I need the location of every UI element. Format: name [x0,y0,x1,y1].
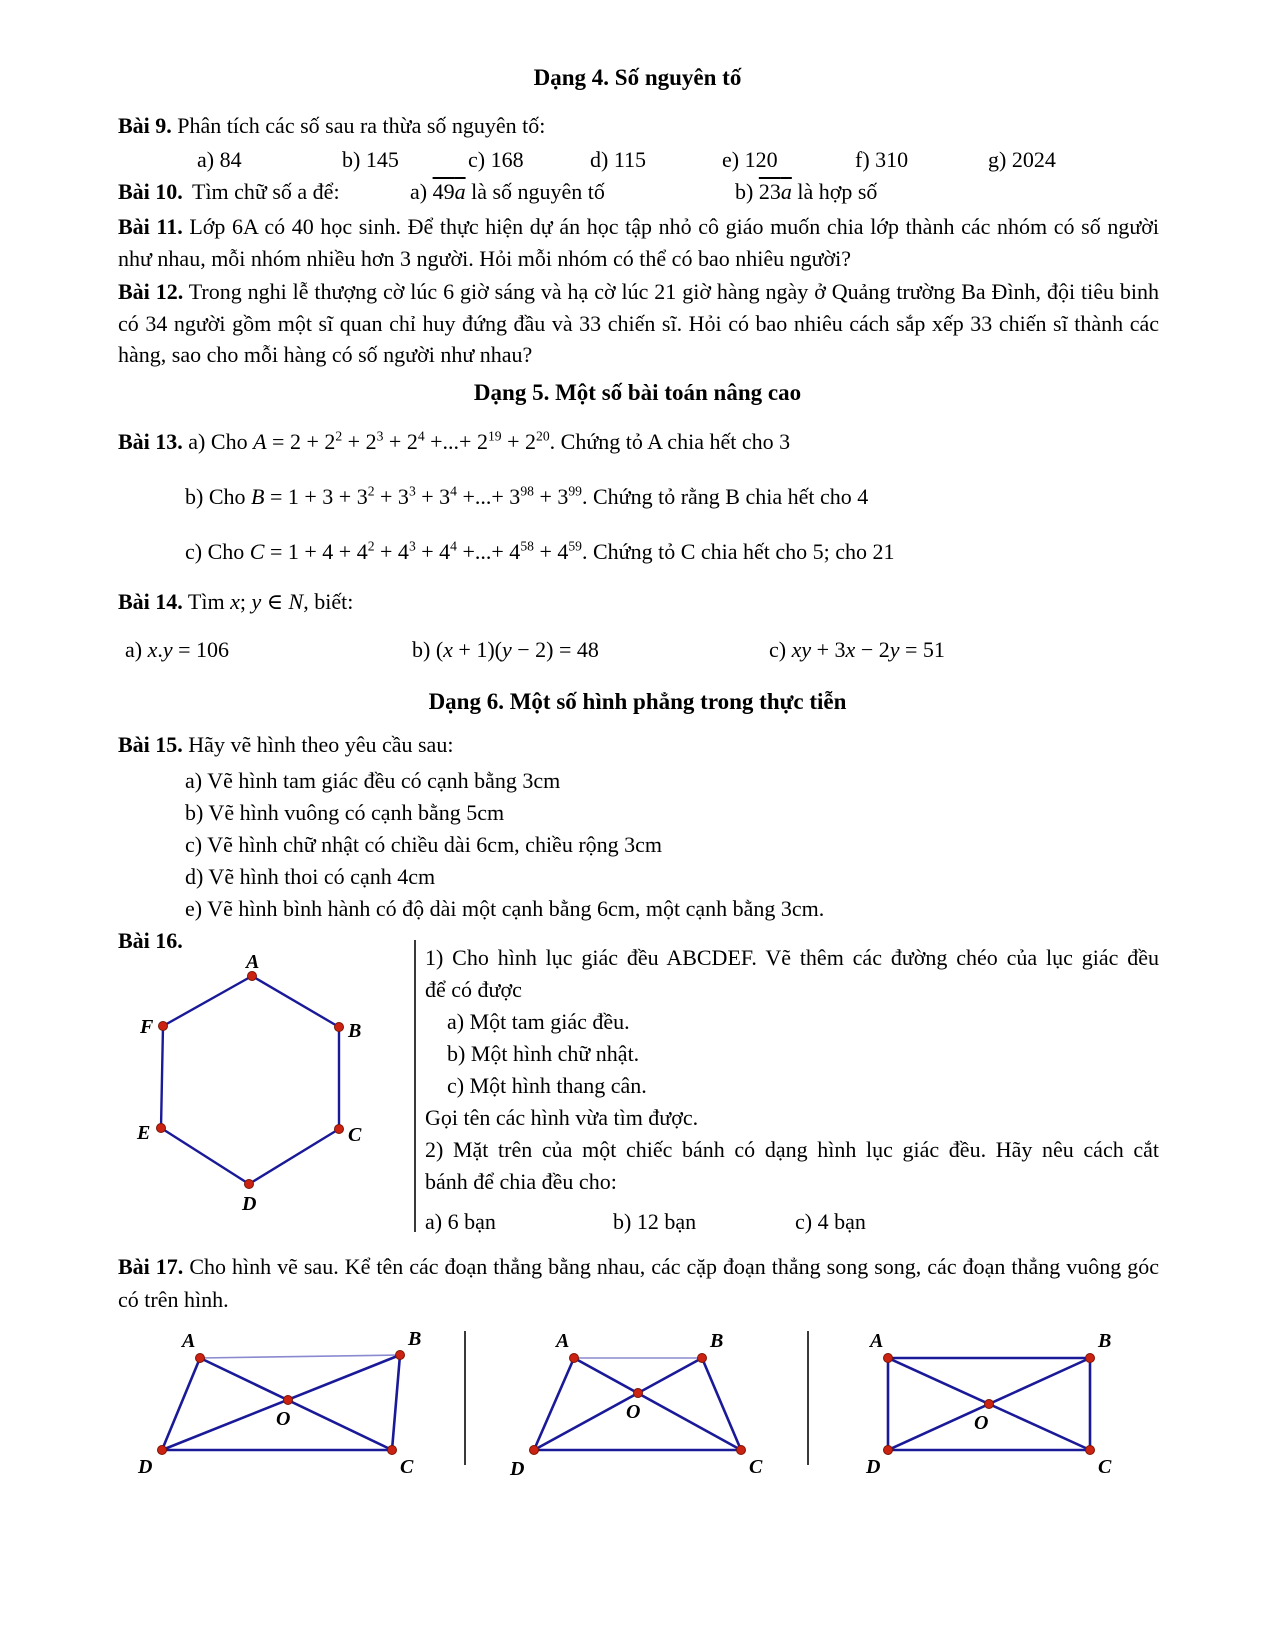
vertex-C [1086,1446,1095,1455]
hexagon-label-D: D [242,1193,257,1215]
section-heading-dang5: Dạng 5. Một số bài toán nâng cao [473,380,802,405]
problem-16-share-options [425,1206,1159,1238]
hexagon-label-F: F [140,1016,154,1038]
problem-13-part-a: Bài 13. a) Cho $A = 2 + 2^2 + 2^3 + 2^4$ +...+ $2^{19} + 2^{20}$. Chứng tỏ A chia hết cho 3 [118,428,791,454]
problem-13-label: Bài 13. [118,429,183,454]
problem-17-text: Cho hình vẽ sau. Kể tên các đoạn thẳng bằng nhau, các cặp đoạn thẳng song song, các đoạn thẳng vuông góc có trên hình. [118,1254,1160,1312]
problem-16-label: Bài 16. [118,928,183,953]
problem-16-line: 2) Mặt trên của một chiếc bánh có dạng hình lục giác đều. Hãy nêu cách cắt [425,1137,1159,1162]
label-B: B [408,1328,422,1350]
problem-10-item-a: a) 49a là số nguyên tố [410,179,605,204]
label-B: B [710,1330,724,1352]
problem-13-part-c: c) Cho $C = 1 + 4 + 4^2 + 4^3 + 4^4$ +...+ $4^{58} + 4^{59}$. Chứng tỏ C chia hết cho 5; cho 21 [185,538,895,564]
problem-13-part-b: b) Cho $B = 1 + 3 + 3^2 + 3^3 + 3^4$ +...+ $3^{98} + 3^{99}$. Chứng tỏ rằng B chia hết cho 4 [185,483,869,509]
section-heading-dang4: Dạng 4. Số nguyên tố [533,65,742,90]
problem-15-label: Bài 15. [118,732,183,757]
vertex-B [698,1354,707,1363]
parallelogram-figure [137,1328,421,1478]
label-C: C [400,1456,414,1478]
problem-14-label: Bài 14. [118,589,183,614]
problem-9-label: Bài 9. [118,113,172,138]
hexagon-figure [120,938,405,1238]
problem-12 [118,276,1159,371]
hexagon-vertex-D [245,1180,254,1189]
hexagon-label-A: A [246,951,260,973]
problem-9-options [118,144,1159,176]
hexagon-label-E: E [137,1122,151,1144]
problem-15-item: b) Vẽ hình vuông có cạnh bằng 5cm [185,800,505,825]
problem-16-line: c) Một hình thang cân. [447,1073,647,1098]
share-option-b: b) 12 bạn [613,1209,697,1234]
problem-14-options [118,634,1159,666]
formula-B: $B = 1 + 3 + 3^2 + 3^3 + 3^4$ +...+ $3^{98} + 3^{99}$ [251,483,582,509]
problem-15-item: a) Vẽ hình tam giác đều có cạnh bằng 3cm [185,768,561,793]
hexagon-vertex-E [157,1124,166,1133]
problem-14: Bài 14. Tìm x; y ∈ N, biết: [118,589,354,614]
label-B: B [1098,1330,1112,1352]
problem-16-line: b) Một hình chữ nhật. [447,1041,640,1066]
problem-17 [118,1250,1159,1316]
problem-16-line: 1) Cho hình lục giác đều ABCDEF. Vẽ thêm các đường chéo của lục giác đều [425,945,1159,970]
section-heading-dang6: Dạng 6. Một số hình phẳng trong thực tiễn [428,689,847,714]
vertex-D [884,1446,893,1455]
problem-17-label: Bài 17. [118,1254,184,1279]
problem-16-line: a) Một tam giác đều. [447,1009,630,1034]
vertex-O [634,1389,643,1398]
option-f: f) 310 [855,147,909,172]
problem-15-text: Hãy vẽ hình theo yêu cầu sau: [188,732,454,757]
label-A: A [182,1330,196,1352]
label-O: O [626,1401,641,1423]
hexagon-vertex-B [335,1023,344,1032]
vertex-C [737,1446,746,1455]
option-c: c) 168 [468,147,524,172]
problem-9-text: Phân tích các số sau ra thừa số nguyên tố: [177,113,546,138]
trapezoid-figure [509,1330,763,1480]
hexagon-vertex-C [335,1125,344,1134]
hexagon-vertex-F [159,1022,168,1031]
label-D: D [510,1458,525,1480]
problem-15-item: c) Vẽ hình chữ nhật có chiều dài 6cm, chiều rộng 3cm [185,832,663,857]
label-A: A [870,1330,884,1352]
problem-15-item: e) Vẽ hình bình hành có độ dài một cạnh bằng 6cm, một cạnh bằng 3cm. [185,896,825,921]
share-option-c: c) 4 bạn [795,1209,866,1234]
problem-16-right-column [425,942,1159,1198]
problem-15 [118,729,453,760]
share-option-a: a) 6 bạn [425,1209,496,1234]
label-A: A [556,1330,570,1352]
vertex-C [388,1446,397,1455]
label-C: C [749,1456,763,1478]
problem-16-line: để có được [425,977,522,1002]
option-g: g) 2024 [988,147,1056,172]
label-C: C [1098,1456,1112,1478]
vertex-O [284,1396,293,1405]
rectangle-figure [865,1330,1112,1478]
problem-14-item-c: c) xy + 3x − 2y = 51 [769,637,945,662]
problem-17-figures [118,1323,1159,1498]
problem-12-label: Bài 12. [118,279,184,304]
overline-23a: 23a [758,179,792,204]
problem-9 [118,110,545,141]
problem-14-item-a: a) x.y = 106 [125,637,230,662]
problem-16-line: Gọi tên các hình vừa tìm được. [425,1105,699,1130]
label-O: O [974,1412,989,1434]
vertex-A [570,1354,579,1363]
label-D: D [138,1456,153,1478]
label-D: D [866,1456,881,1478]
problem-16-line: bánh để chia đều cho: [425,1169,617,1194]
vertex-B [396,1351,405,1360]
formula-C: $C = 1 + 4 + 4^2 + 4^3 + 4^4$ +...+ $4^{58} + 4^{59}$ [249,538,582,564]
problem-10 [118,176,1159,208]
option-d: d) 115 [590,147,647,172]
problem-10-item-b: b) 23a là hợp số [735,179,878,204]
formula-xy-in-N: x; y ∈ N [230,589,304,614]
hexagon-label-B: B [348,1020,362,1042]
problem-12-text: Trong nghi lễ thượng cờ lúc 6 giờ sáng và hạ cờ lúc 21 giờ hàng ngày ở Quảng trường Ba Đình, đội tiêu binh có 34 người gồm một sĩ quan chỉ huy đứng đầu và 33 chiến sĩ. Hỏi có bao nhiêu cách sắp xếp 33 chiến sĩ thành các hàng, sao cho mỗi hàng có số người như nhau? [118,279,1159,367]
hexagon-label-C: C [348,1124,362,1146]
vertex-D [158,1446,167,1455]
overline-49a: 49a [432,179,466,204]
problem-14-item-b: b) (x + 1)(y − 2) = 48 [412,637,599,662]
vertex-A [196,1354,205,1363]
column-divider [414,940,416,1232]
label-O: O [276,1408,291,1430]
option-a: a) 84 [197,147,242,172]
problem-11-text: Lớp 6A có 40 học sinh. Để thực hiện dự án học tập nhỏ cô giáo muốn chia lớp thành các nhóm có số người như nhau, mỗi nhóm nhiều hơn 3 người. Hỏi mỗi nhóm có thể có bao nhiêu người? [118,214,1160,271]
problem-15-item: d) Vẽ hình thoi có cạnh 4cm [185,864,436,889]
problem-10-text: Tìm chữ số a để: [192,179,340,204]
problem-10-label: Bài 10. [118,179,183,204]
vertex-D [530,1446,539,1455]
vertex-A [884,1354,893,1363]
vertex-B [1086,1354,1095,1363]
problem-11 [118,211,1159,274]
option-e: e) 120 [722,147,778,172]
vertex-O [985,1400,994,1409]
option-b: b) 145 [342,147,399,172]
problem-11-label: Bài 11. [118,214,183,239]
formula-A: $A = 2 + 2^2 + 2^3 + 2^4$ +...+ $2^{19} + 2^{20}$ [253,428,550,454]
